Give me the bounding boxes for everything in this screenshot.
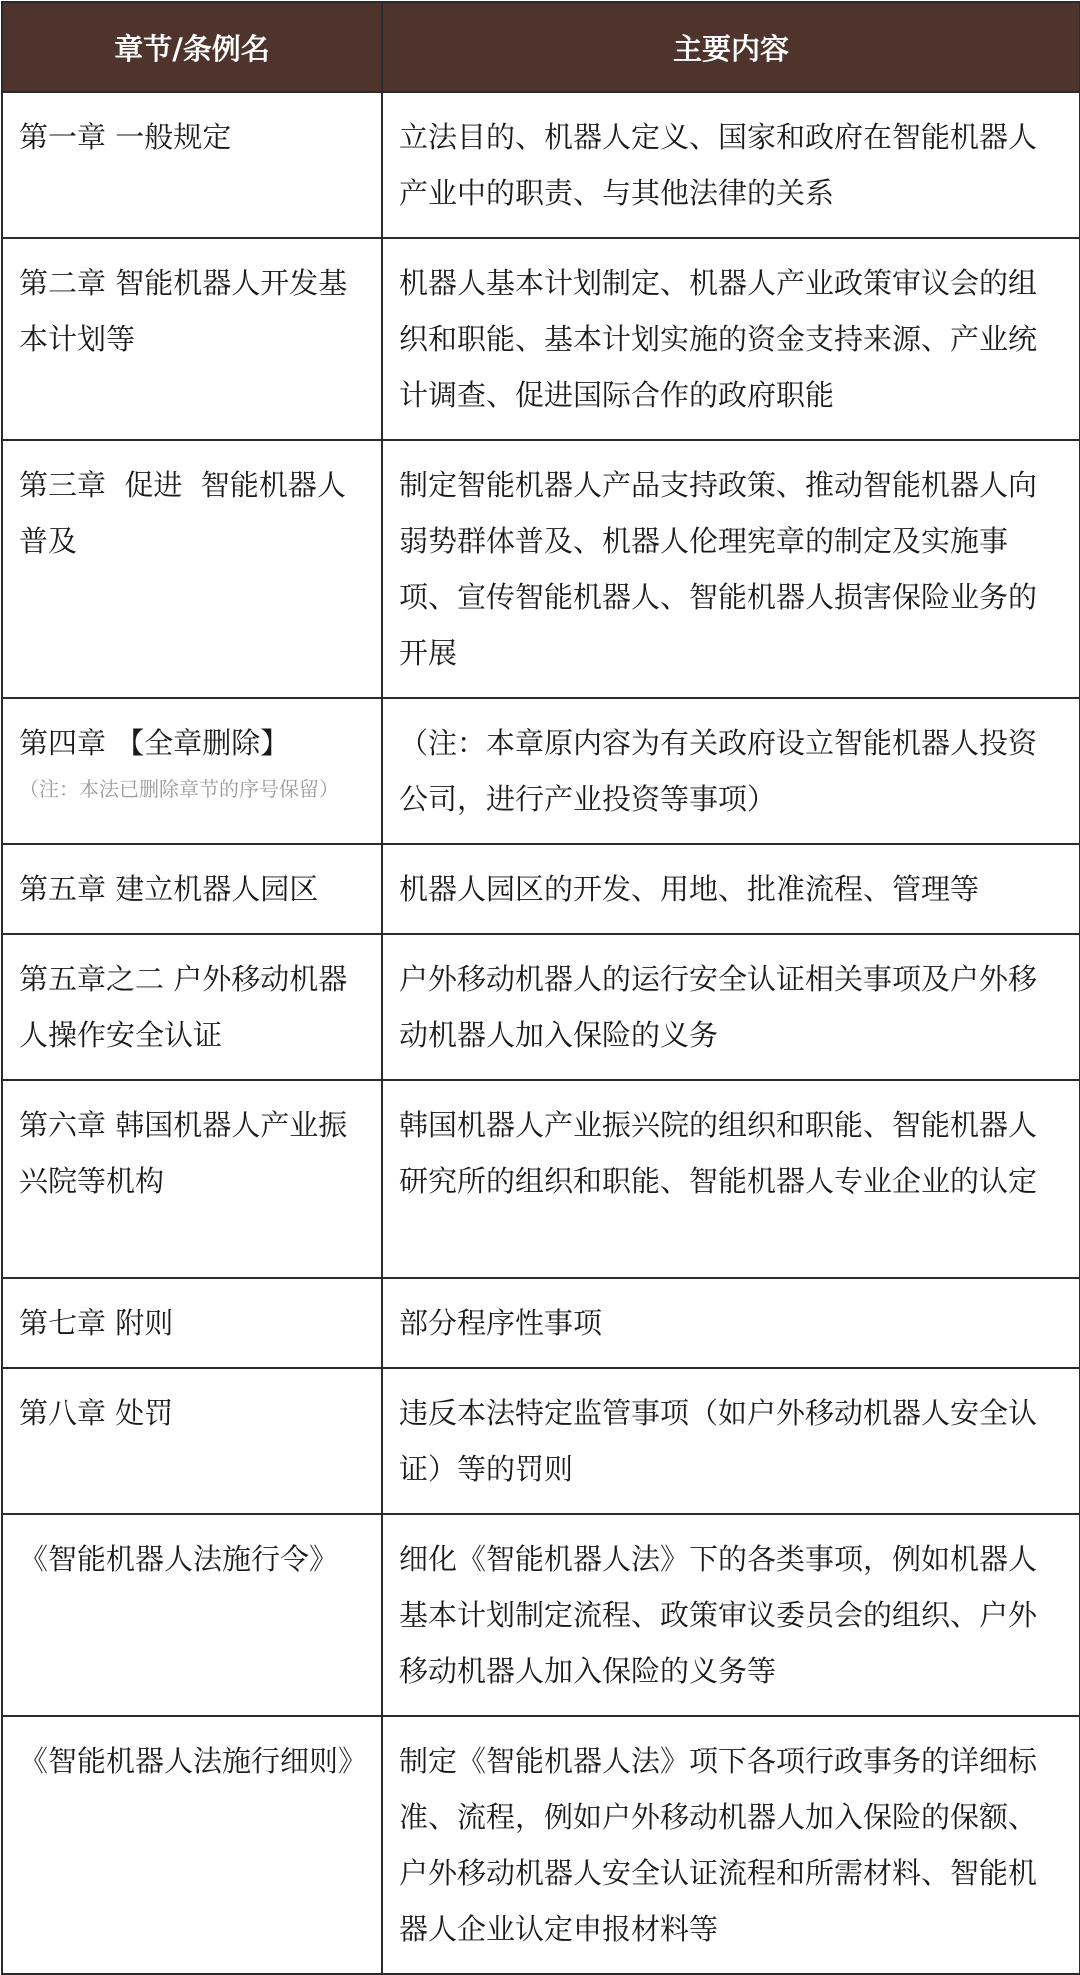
table-row xyxy=(2,844,1080,934)
chapter-name-cell xyxy=(2,440,382,698)
chapter-name-cell xyxy=(2,934,382,1080)
chapter-name: 《智能机器人法施行细则》 xyxy=(19,1744,368,1778)
chapter-name: 第四章 【全章删除】 xyxy=(19,726,290,760)
table-row xyxy=(2,440,1080,698)
chapter-name: 第八章 处罚 xyxy=(19,1396,174,1430)
chapter-content: 韩国机器人产业振兴院的组织和职能、智能机器人研究所的组织和职能、智能机器人专业企业的认定 xyxy=(382,1080,1080,1278)
chapter-note: （注：本法已删除章节的序号保留） xyxy=(19,777,339,801)
chapter-name: 第五章 建立机器人园区 xyxy=(19,872,319,906)
chapter-content: 细化《智能机器人法》下的各类事项，例如机器人基本计划制定流程、政策审议委员会的组织、户外移动机器人加入保险的义务等 xyxy=(382,1514,1080,1716)
chapter-content: 立法目的、机器人定义、国家和政府在智能机器人产业中的职责、与其他法律的关系 xyxy=(382,92,1080,238)
table-row xyxy=(2,238,1080,440)
chapter-content: 机器人园区的开发、用地、批准流程、管理等 xyxy=(382,844,1080,934)
chapter-name: 第七章 附则 xyxy=(19,1306,174,1340)
header-main-content: 主要内容 xyxy=(382,2,1080,92)
chapter-name-cell xyxy=(2,1368,382,1514)
chapter-name: 第二章 智能机器人开发基本计划等 xyxy=(19,266,348,356)
chapter-name: 第一章 一般规定 xyxy=(19,120,232,154)
chapter-name-cell xyxy=(2,1278,382,1368)
chapter-name-cell xyxy=(2,844,382,934)
table-row xyxy=(2,1514,1080,1716)
chapter-content: （注：本章原内容为有关政府设立智能机器人投资公司，进行产业投资等事项） xyxy=(382,698,1080,844)
table-row xyxy=(2,92,1080,238)
chapter-content: 违反本法特定监管事项（如户外移动机器人安全认证）等的罚则 xyxy=(382,1368,1080,1514)
chapter-name: 第五章之二 户外移动机器人操作安全认证 xyxy=(19,962,348,1052)
chapter-name: 第三章 促进 智能机器人普及 xyxy=(19,468,346,558)
table-row xyxy=(2,934,1080,1080)
chapter-name-cell xyxy=(2,698,382,844)
table-row xyxy=(2,1716,1080,1974)
chapter-name-cell xyxy=(2,1514,382,1716)
chapter-name-cell xyxy=(2,238,382,440)
chapter-name: 《智能机器人法施行令》 xyxy=(19,1542,339,1576)
table-row xyxy=(2,1278,1080,1368)
chapter-content: 户外移动机器人的运行安全认证相关事项及户外移动机器人加入保险的义务 xyxy=(382,934,1080,1080)
chapter-name-cell xyxy=(2,92,382,238)
law-structure-table xyxy=(1,1,1080,1975)
chapter-name-cell xyxy=(2,1080,382,1278)
chapter-content: 部分程序性事项 xyxy=(382,1278,1080,1368)
table-row xyxy=(2,1080,1080,1278)
chapter-name: 第六章 韩国机器人产业振兴院等机构 xyxy=(19,1108,348,1198)
chapter-content: 制定《智能机器人法》项下各项行政事务的详细标准、流程，例如户外移动机器人加入保险的保额、户外移动机器人安全认证流程和所需材料、智能机器人企业认定申报材料等 xyxy=(382,1716,1080,1974)
header-chapter-name: 章节/条例名 xyxy=(2,2,382,92)
table-header-row xyxy=(2,2,1080,92)
chapter-content: 制定智能机器人产品支持政策、推动智能机器人向弱势群体普及、机器人伦理宪章的制定及实施事项、宣传智能机器人、智能机器人损害保险业务的开展 xyxy=(382,440,1080,698)
chapter-content: 机器人基本计划制定、机器人产业政策审议会的组织和职能、基本计划实施的资金支持来源、产业统计调查、促进国际合作的政府职能 xyxy=(382,238,1080,440)
chapter-name-cell xyxy=(2,1716,382,1974)
table-row xyxy=(2,698,1080,844)
table-row xyxy=(2,1368,1080,1514)
